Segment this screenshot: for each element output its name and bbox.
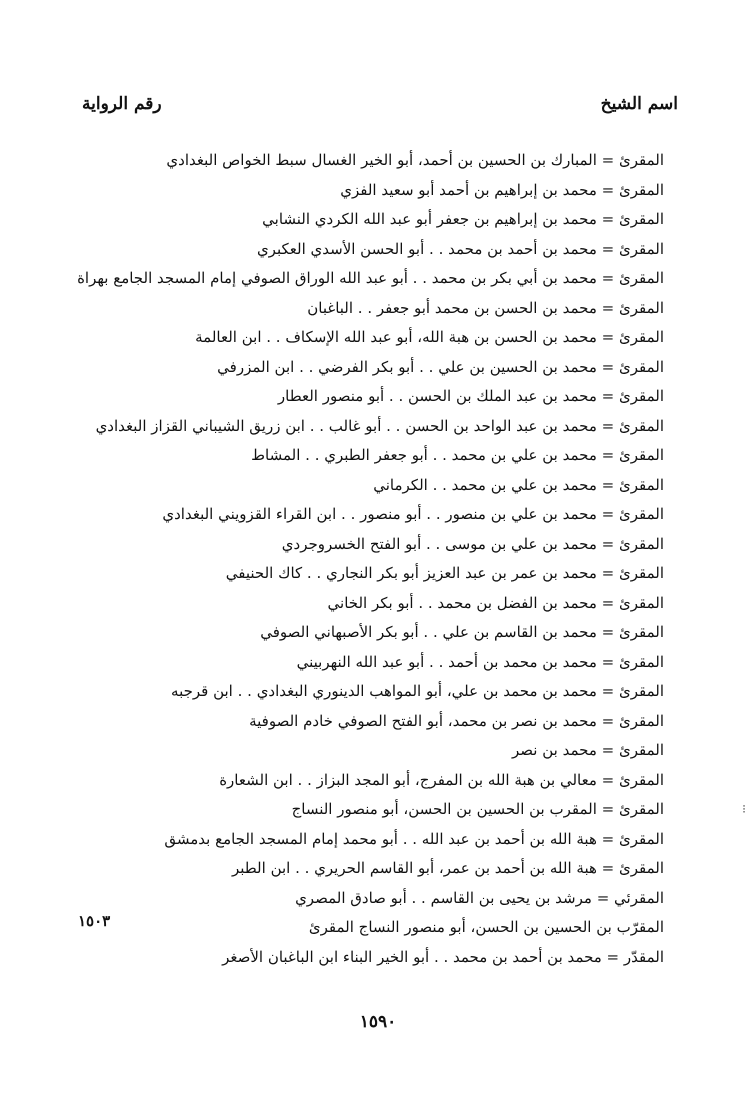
- entry-line: المقرئ = محمد بن القاسم بن علي . . أبو بكر الأصبهاني الصوفي: [260, 623, 664, 641]
- entry-line: المقرئ = هبة الله بن أحمد بن عبد الله . . أبو محمد إمام المسجد الجامع بدمشق: [164, 829, 664, 848]
- entry-line: المقرئي = مرشد بن يحيى بن القاسم . . أبو صادق المصري: [295, 888, 664, 907]
- entry-line: المقرئ = محمد بن علي بن محمد . . الكرماني: [373, 475, 664, 494]
- entry-line: المقرئ = محمد بن الحسين بن علي . . أبو بكر الفرضي . . ابن المزرفي: [217, 357, 664, 376]
- entry-line: المقرئ = محمد بن عمر بن عبد العزيز أبو بكر النجاري . . كاك الحنيفي: [225, 564, 664, 582]
- entry-line: المقدّر = محمد بن أحمد بن محمد . . أبو الخير البناء ابن الباغبان الأصغر: [222, 947, 664, 966]
- entry-line: المقرئ = محمد بن أحمد بن محمد . . أبو الحسن الأسدي العكبري: [256, 239, 664, 258]
- entry-line: المقرئ = محمد بن نصر: [512, 741, 664, 759]
- entry-line: المقرئ = محمد بن عبد الواحد بن الحسن . . أبو غالب . . ابن زريق الشيباني القزاز البغدادي: [95, 416, 664, 435]
- column-header-sheikh-name: اسم الشيخ: [600, 94, 678, 114]
- entry-line: المقرئ = هبة الله بن أحمد بن عمر، أبو القاسم الحريري . . ابن الطبر: [231, 859, 664, 877]
- entry-line: المقرئ = محمد بن نصر بن محمد، أبو الفتح الصوفي خادم الصوفية: [249, 711, 664, 730]
- entry-line: المقرئ = محمد بن علي بن منصور . . أبو منصور . . ابن القراء القزويني البغدادي: [162, 505, 664, 523]
- entry-line: المقرئ = المبارك بن الحسين بن أحمد، أبو الخير الغسال سبط الخواص البغدادي: [166, 151, 664, 169]
- entry-line: المقرئ = محمد بن علي بن محمد . . أبو جعفر الطبري . . المشاط: [251, 446, 664, 464]
- entry-line: المقرئ = محمد بن الفضل بن محمد . . أبو بكر الخاني: [327, 593, 664, 612]
- entry-line: المقرئ = محمد بن عبد الملك بن الحسن . . أبو منصور العطار: [277, 387, 664, 405]
- entry-line: المقرئ = محمد بن محمد بن علي، أبو المواهب الدينوري البغدادي . . ابن قرجبه: [171, 682, 664, 700]
- entry-line: المقرئ = محمد بن محمد بن أحمد . . أبو عبد الله النهربيني: [296, 652, 664, 671]
- entry-line: المقرئ = محمد بن علي بن موسى . . أبو الفتح الخسروجردي: [281, 534, 664, 553]
- entry-line: المقرئ = محمد بن إبراهيم بن جعفر أبو عبد الله الكردي النشابي: [262, 210, 664, 228]
- entry-list: [64, 146, 664, 972]
- entry-line: المقرئ = معالي بن هبة الله بن المفرج، أبو المجد البزاز . . ابن الشعارة: [219, 770, 664, 789]
- entry-line: المقرئ = محمد بن الحسن بن هبة الله، أبو عبد الله الإسكاف . . ابن العالمة: [195, 328, 664, 346]
- entry-line: المقرئ = محمد بن إبراهيم بن أحمد أبو سعيد الفزي: [340, 180, 664, 199]
- entry-line: المقرّب بن الحسين بن الحسن، أبو منصور النساج المقرئ: [308, 918, 664, 936]
- margin-mark: ⁝: [742, 802, 746, 816]
- entry-line: المقرئ = المقرب بن الحسين بن الحسن، أبو منصور النساج: [291, 800, 664, 818]
- narration-number: ١٥٠٣: [78, 912, 111, 930]
- page-number: ١٥٩٠: [359, 1012, 397, 1032]
- entry-line: المقرئ = محمد بن أبي بكر بن محمد . . أبو عبد الله الوراق الصوفي إمام المسجد الجامع بهراة: [77, 269, 664, 287]
- entry-line: المقرئ = محمد بن الحسن بن محمد أبو جعفر . . الباغبان: [307, 298, 664, 317]
- column-header-narration-number: رقم الرواية: [82, 94, 162, 114]
